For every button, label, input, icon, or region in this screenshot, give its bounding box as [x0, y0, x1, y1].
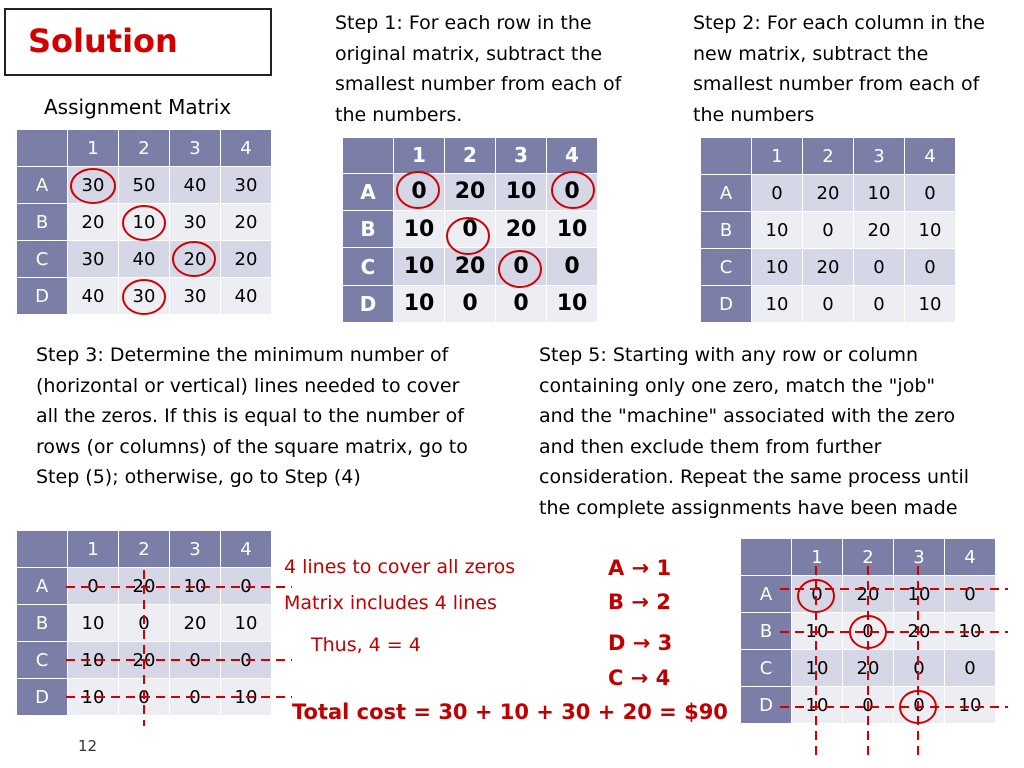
matrix-cell: 10 [496, 173, 547, 210]
step3-text [36, 340, 468, 493]
step2-matrix [700, 137, 956, 323]
row-header: A [343, 173, 394, 210]
column-header: 3 [496, 138, 547, 174]
column-header: 2 [445, 138, 496, 174]
includes-note: Matrix includes 4 lines [284, 592, 497, 614]
row-header: C [741, 650, 792, 687]
matrix-row [17, 204, 272, 241]
step2-line: new matrix, subtract the [693, 42, 929, 65]
column-header: 3 [170, 531, 221, 568]
matrix-cell: 20 [854, 212, 905, 249]
page-number: 12 [78, 737, 98, 755]
matrix-cell: 0 [843, 687, 894, 724]
matrix-header-row [701, 138, 956, 175]
column-header: 3 [854, 138, 905, 175]
matrix-row [701, 175, 956, 212]
matrix-cell: 10 [752, 212, 803, 249]
step5-line: Step 5: Starting with any row or column [539, 344, 918, 366]
matrix-cell: 20 [445, 248, 496, 285]
page-title: Solution [28, 22, 178, 60]
column-header: 1 [792, 539, 843, 576]
matrix-cell: 10 [905, 212, 956, 249]
matrix-cell: 10 [68, 679, 119, 716]
matrix-cell: 10 [792, 613, 843, 650]
matrix-cell: 30 [68, 167, 119, 204]
matrix-cell: 40 [170, 167, 221, 204]
matrix-header-row [17, 130, 272, 167]
step1-line: smallest number from each of [335, 73, 622, 95]
matrix-cell: 0 [496, 285, 547, 322]
column-header: 1 [68, 531, 119, 568]
assignment-c: C → 4 [608, 666, 671, 690]
matrix-cell: 10 [752, 249, 803, 286]
row-header: C [17, 241, 68, 278]
matrix-cell: 20 [221, 241, 272, 278]
matrix-row [741, 650, 996, 687]
matrix-cell: 30 [170, 204, 221, 241]
matrix-header-row [343, 138, 598, 174]
matrix-cell: 0 [803, 212, 854, 249]
matrix-cell: 0 [945, 650, 996, 687]
matrix-cell: 10 [792, 650, 843, 687]
step5-line: the complete assignments have been made [539, 496, 958, 519]
column-header: 2 [803, 138, 854, 175]
matrix-row [741, 613, 996, 650]
row-header: D [701, 286, 752, 323]
row-header: D [741, 687, 792, 724]
matrix-cell: 0 [394, 173, 445, 210]
matrix-cell: 20 [803, 175, 854, 212]
matrix-cell: 0 [445, 211, 496, 248]
row-header: B [343, 211, 394, 248]
matrix-corner-cell [741, 539, 792, 576]
matrix-cell: 10 [905, 286, 956, 323]
matrix-cell: 10 [394, 211, 445, 248]
matrix-row [701, 249, 956, 286]
matrix-cell: 20 [119, 568, 170, 605]
matrix-cell: 10 [394, 248, 445, 285]
lines-note: 4 lines to cover all zeros [284, 556, 516, 578]
matrix-corner-cell [17, 531, 68, 568]
matrix-cell: 10 [394, 285, 445, 322]
column-header: 2 [843, 539, 894, 576]
column-header: 4 [905, 138, 956, 175]
matrix-cell: 30 [119, 278, 170, 315]
matrix-cell: 10 [221, 679, 272, 716]
column-header: 1 [752, 138, 803, 175]
matrix-row [701, 212, 956, 249]
assignment-b: B → 2 [608, 590, 671, 614]
matrix-row [17, 278, 272, 315]
matrix-row [17, 241, 272, 278]
step5-text [539, 340, 969, 523]
matrix-cell: 10 [547, 211, 598, 248]
matrix-cell: 20 [894, 613, 945, 650]
matrix-corner-cell [343, 138, 394, 174]
assignment-matrix-label: Assignment Matrix [44, 95, 232, 119]
row-header: D [343, 285, 394, 322]
matrix-cell: 20 [68, 204, 119, 241]
row-header: B [17, 204, 68, 241]
matrix-cell: 10 [854, 175, 905, 212]
matrix-row [741, 576, 996, 613]
matrix-cell: 0 [894, 650, 945, 687]
step5-line: and then exclude them from further [539, 435, 882, 458]
row-header: C [17, 642, 68, 679]
step3-line: rows (or columns) of the square matrix, go to [36, 435, 468, 458]
matrix-cell: 10 [752, 286, 803, 323]
matrix-cell: 50 [119, 167, 170, 204]
step5-line: containing only one zero, match the "job" [539, 374, 936, 397]
original-matrix [16, 129, 272, 315]
step3-matrix [16, 530, 272, 716]
step2-line: the numbers [693, 103, 815, 126]
matrix-row [17, 679, 272, 716]
matrix-cell: 40 [68, 278, 119, 315]
row-header: D [17, 278, 68, 315]
matrix-cell: 0 [119, 679, 170, 716]
column-header: 4 [221, 130, 272, 167]
row-header: A [17, 167, 68, 204]
matrix-cell: 0 [547, 248, 598, 285]
matrix-cell: 0 [170, 679, 221, 716]
total-cost: Total cost = 30 + 10 + 30 + 20 = $90 [292, 700, 728, 724]
step1-line: Step 1: For each row in the [335, 12, 592, 34]
matrix-cell: 0 [221, 642, 272, 679]
row-header: A [701, 175, 752, 212]
matrix-cell: 20 [843, 576, 894, 613]
step2-line: smallest number from each of [693, 73, 980, 95]
matrix-cell: 0 [792, 576, 843, 613]
matrix-cell: 0 [945, 576, 996, 613]
column-header: 1 [394, 138, 445, 174]
row-header: C [343, 248, 394, 285]
matrix-cell: 0 [854, 249, 905, 286]
step5-line: and the "machine" associated with the zero [539, 405, 956, 427]
matrix-row [17, 605, 272, 642]
matrix-row [343, 173, 598, 210]
matrix-header-row [741, 539, 996, 576]
row-header: C [701, 249, 752, 286]
matrix-cell: 0 [803, 286, 854, 323]
column-header: 3 [170, 130, 221, 167]
matrix-row [17, 167, 272, 204]
matrix-cell: 0 [854, 286, 905, 323]
row-header: B [741, 613, 792, 650]
matrix-cell: 0 [445, 285, 496, 322]
matrix-cell: 10 [68, 642, 119, 679]
matrix-cell: 30 [170, 278, 221, 315]
column-header: 2 [119, 130, 170, 167]
matrix-cell: 10 [68, 605, 119, 642]
matrix-cell: 20 [221, 204, 272, 241]
matrix-row [17, 642, 272, 679]
step1-line: original matrix, subtract the [335, 42, 603, 65]
matrix-row [741, 687, 996, 724]
matrix-cell: 10 [945, 687, 996, 724]
matrix-cell: 0 [752, 175, 803, 212]
matrix-cell: 0 [221, 568, 272, 605]
matrix-cell: 20 [170, 241, 221, 278]
column-header: 4 [221, 531, 272, 568]
matrix-cell: 10 [170, 568, 221, 605]
matrix-cell: 20 [843, 650, 894, 687]
matrix-cell: 10 [547, 285, 598, 322]
step3-line: all the zeros. If this is equal to the number of [36, 405, 464, 427]
matrix-cell: 10 [792, 687, 843, 724]
row-header: A [741, 576, 792, 613]
matrix-cell: 0 [496, 248, 547, 285]
matrix-corner-cell [701, 138, 752, 175]
row-header: B [17, 605, 68, 642]
matrix-cell: 0 [894, 687, 945, 724]
step3-line: Step (5); otherwise, go to Step (4) [36, 466, 361, 488]
row-header: B [701, 212, 752, 249]
matrix-cell: 20 [170, 605, 221, 642]
column-header: 4 [547, 138, 598, 174]
matrix-row [701, 286, 956, 323]
matrix-cell: 0 [547, 173, 598, 210]
column-header: 4 [945, 539, 996, 576]
matrix-cell: 0 [905, 249, 956, 286]
matrix-cell: 0 [905, 175, 956, 212]
step2-text [693, 8, 985, 130]
step1-text [335, 8, 621, 130]
matrix-cell: 20 [119, 642, 170, 679]
matrix-cell: 10 [119, 204, 170, 241]
matrix-cell: 30 [221, 167, 272, 204]
assignment-d: D → 3 [608, 631, 673, 655]
matrix-cell: 0 [170, 642, 221, 679]
matrix-cell: 0 [119, 605, 170, 642]
matrix-cell: 40 [119, 241, 170, 278]
matrix-row [343, 211, 598, 248]
matrix-cell: 20 [445, 173, 496, 210]
matrix-header-row [17, 531, 272, 568]
row-header: D [17, 679, 68, 716]
column-header: 2 [119, 531, 170, 568]
matrix-cell: 0 [843, 613, 894, 650]
step3-line: (horizontal or vertical) lines needed to cover [36, 374, 460, 397]
column-header: 1 [68, 130, 119, 167]
step1-matrix [342, 137, 598, 323]
matrix-corner-cell [17, 130, 68, 167]
step2-line: Step 2: For each column in the [693, 12, 985, 34]
title-box [4, 8, 272, 76]
matrix-row [343, 285, 598, 322]
matrix-cell: 40 [221, 278, 272, 315]
matrix-row [17, 568, 272, 605]
assignment-a: A → 1 [608, 556, 672, 580]
matrix-cell: 10 [945, 613, 996, 650]
step3-line: Step 3: Determine the minimum number of [36, 344, 449, 366]
column-header: 3 [894, 539, 945, 576]
thus-note: Thus, 4 = 4 [311, 634, 421, 656]
matrix-cell: 30 [68, 241, 119, 278]
matrix-cell: 10 [894, 576, 945, 613]
step5-matrix [740, 538, 996, 724]
matrix-cell: 20 [496, 211, 547, 248]
matrix-cell: 20 [803, 249, 854, 286]
matrix-cell: 0 [68, 568, 119, 605]
matrix-cell: 10 [221, 605, 272, 642]
matrix-row [343, 248, 598, 285]
step1-line: the numbers. [335, 103, 463, 126]
step5-line: consideration. Repeat the same process until [539, 466, 970, 488]
row-header: A [17, 568, 68, 605]
